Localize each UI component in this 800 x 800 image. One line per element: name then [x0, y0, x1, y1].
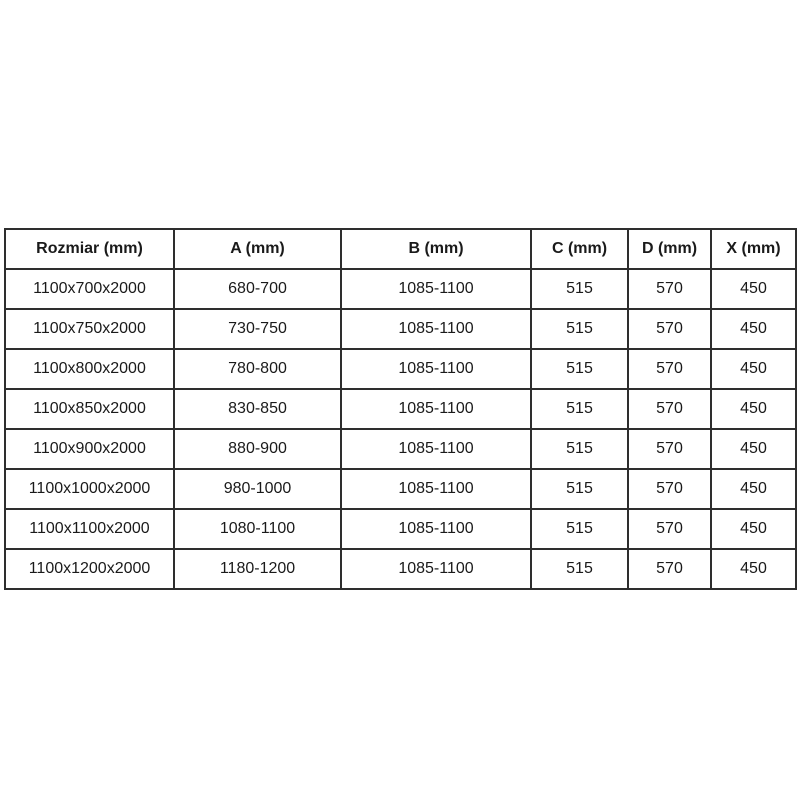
- table-cell-a: 880-900: [174, 429, 341, 469]
- table-cell-rozmiar: 1100x1200x2000: [5, 549, 174, 589]
- table-cell-rozmiar: 1100x1000x2000: [5, 469, 174, 509]
- table-row: [5, 389, 796, 429]
- table-cell-b: 1085-1100: [341, 269, 531, 309]
- table-cell-c: 515: [531, 429, 628, 469]
- table-cell-x: 450: [711, 509, 796, 549]
- column-header-a: A (mm): [174, 229, 341, 269]
- table-cell-a: 780-800: [174, 349, 341, 389]
- table-cell-a: 980-1000: [174, 469, 341, 509]
- table-cell-c: 515: [531, 349, 628, 389]
- table-cell-c: 515: [531, 549, 628, 589]
- table-cell-c: 515: [531, 309, 628, 349]
- table-row: [5, 509, 796, 549]
- table-cell-b: 1085-1100: [341, 509, 531, 549]
- table-cell-rozmiar: 1100x850x2000: [5, 389, 174, 429]
- table-cell-x: 450: [711, 309, 796, 349]
- table-cell-rozmiar: 1100x1100x2000: [5, 509, 174, 549]
- column-header-c: C (mm): [531, 229, 628, 269]
- table-cell-b: 1085-1100: [341, 349, 531, 389]
- table-cell-b: 1085-1100: [341, 389, 531, 429]
- table-cell-b: 1085-1100: [341, 549, 531, 589]
- table-cell-rozmiar: 1100x750x2000: [5, 309, 174, 349]
- table-cell-x: 450: [711, 269, 796, 309]
- table-row: [5, 349, 796, 389]
- table-cell-c: 515: [531, 269, 628, 309]
- table-cell-d: 570: [628, 349, 711, 389]
- table-cell-c: 515: [531, 509, 628, 549]
- table-row: [5, 309, 796, 349]
- table-cell-d: 570: [628, 309, 711, 349]
- header-row: [5, 229, 796, 269]
- table-cell-rozmiar: 1100x900x2000: [5, 429, 174, 469]
- table-cell-d: 570: [628, 429, 711, 469]
- table-cell-a: 680-700: [174, 269, 341, 309]
- table-cell-rozmiar: 1100x800x2000: [5, 349, 174, 389]
- table-cell-d: 570: [628, 469, 711, 509]
- column-header-x: X (mm): [711, 229, 796, 269]
- table-cell-x: 450: [711, 349, 796, 389]
- table-cell-b: 1085-1100: [341, 469, 531, 509]
- column-header-rozmiar: Rozmiar (mm): [5, 229, 174, 269]
- size-table: [4, 228, 797, 590]
- table-cell-a: 1080-1100: [174, 509, 341, 549]
- column-header-b: B (mm): [341, 229, 531, 269]
- table-cell-d: 570: [628, 269, 711, 309]
- table-cell-d: 570: [628, 549, 711, 589]
- table-cell-c: 515: [531, 469, 628, 509]
- table-cell-a: 730-750: [174, 309, 341, 349]
- table-cell-rozmiar: 1100x700x2000: [5, 269, 174, 309]
- table-row: [5, 269, 796, 309]
- table-cell-c: 515: [531, 389, 628, 429]
- table-cell-x: 450: [711, 389, 796, 429]
- table-cell-d: 570: [628, 389, 711, 429]
- table-cell-d: 570: [628, 509, 711, 549]
- table-row: [5, 469, 796, 509]
- table-cell-x: 450: [711, 429, 796, 469]
- table-cell-x: 450: [711, 549, 796, 589]
- table-cell-a: 830-850: [174, 389, 341, 429]
- table-cell-x: 450: [711, 469, 796, 509]
- table-row: [5, 549, 796, 589]
- table-cell-b: 1085-1100: [341, 309, 531, 349]
- table-cell-a: 1180-1200: [174, 549, 341, 589]
- column-header-d: D (mm): [628, 229, 711, 269]
- table-cell-b: 1085-1100: [341, 429, 531, 469]
- table-row: [5, 429, 796, 469]
